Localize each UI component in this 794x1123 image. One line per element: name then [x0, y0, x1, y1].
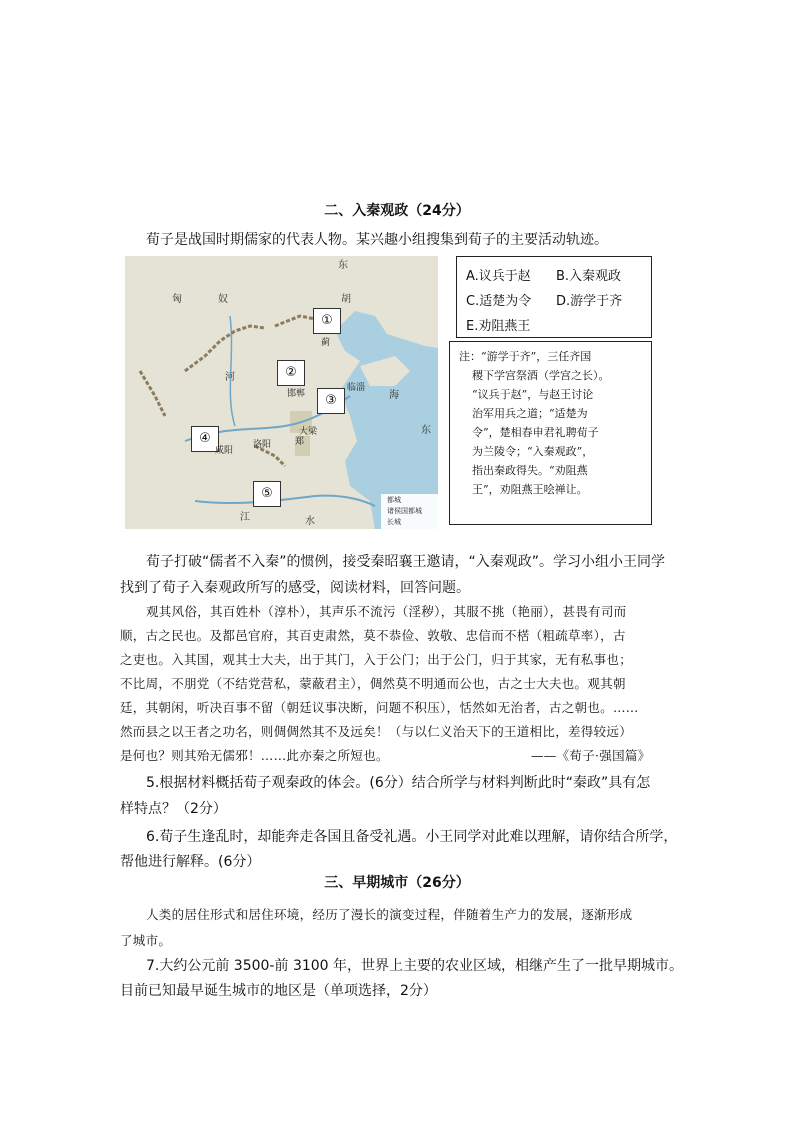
label-he: 河	[225, 372, 235, 383]
section-2-title: 二、入秦观政（24分）	[324, 203, 470, 219]
label-donghu-2: 胡	[341, 294, 351, 305]
option-b: B.入秦观政	[556, 269, 622, 284]
note-box	[449, 341, 652, 525]
legend-capital: 都城	[387, 496, 401, 504]
marker-5: ⑤	[253, 481, 281, 507]
note-line: 治军用兵之道；“适楚为	[472, 407, 588, 420]
note-line: “议兵于赵”，与赵王讨论	[472, 388, 594, 401]
activity-map	[125, 256, 438, 529]
legend-great-wall: 长城	[387, 518, 401, 526]
question-5-line-2: 样特点？（2分）	[120, 801, 227, 817]
marker-2: ②	[277, 360, 305, 386]
option-e: E.劝阻燕王	[466, 319, 531, 334]
note-line: 注：“游学于齐”，三任齐国	[459, 350, 592, 363]
label-handan: 邯郸	[287, 389, 306, 399]
note-line: 王”，劝阻燕王哙禅让。	[472, 483, 588, 496]
quote-line: 顺，古之民也。及都邑官府，其百吏肃然，莫不恭俭、敦敬、忠信而不楛（粗疏草率），古	[120, 628, 626, 643]
section-3-intro-line-1: 人类的居住形式和居住环境，经历了漫长的演变过程，伴随着生产力的发展，逐渐形成	[146, 907, 633, 922]
marker-1: ①	[313, 308, 341, 334]
label-linzi: 临淄	[347, 383, 366, 393]
note-line: 稷下学宫祭酒（学宫之长）。	[472, 369, 610, 382]
label-xiongnu-2: 奴	[218, 294, 228, 305]
question-6-line-1: 6.荀子生逢乱时，却能奔走各国且备受礼遇。小王同学对此难以理解，请你结合所学，	[146, 829, 678, 845]
marker-3: ③	[317, 388, 345, 414]
label-jiang: 江	[240, 512, 250, 523]
label-shui: 水	[305, 516, 315, 527]
option-d: D.游学于齐	[556, 294, 623, 309]
label-donghu-1: 东	[338, 260, 348, 271]
legend-state-capital: 诸侯国都城	[387, 507, 422, 515]
quote-line: 廷，其朝闲，听决百事不留（朝廷议事决断，问题不积压），恬然如无治者，古之朝也。……	[120, 700, 639, 715]
quote-line: 之吏也。入其国，观其士大夫，出于其门，入于公门；出于公门，归于其家，无有私事也；	[120, 652, 633, 667]
question-7-line-2: 目前已知最早诞生城市的地区是（单项选择，2分）	[120, 983, 437, 999]
label-dong: 东	[421, 425, 431, 436]
quote-source: ——《荀子·强国篇》	[531, 748, 651, 763]
marker-4: ④	[191, 426, 219, 452]
question-7-line-1: 7.大约公元前 3500-前 3100 年，世界上主要的农业区域，相继产生了一批早期城市。	[146, 958, 684, 974]
label-xianyang: 咸阳	[215, 446, 234, 456]
section-2-intro: 荀子是战国时期儒家的代表人物。某兴趣小组搜集到荀子的主要活动轨迹。	[146, 232, 608, 248]
passage-line-2: 找到了荀子入秦观政所写的感受，阅读材料，回答问题。	[120, 580, 470, 596]
note-line: 指出秦政得失。“劝阻燕	[472, 464, 588, 477]
label-ji: 蓟	[321, 338, 331, 348]
quote-line: 观其风俗，其百姓朴（淳朴），其声乐不流污（淫秽），其服不挑（艳丽），甚畏有司而	[146, 604, 627, 619]
label-daliang: 大梁	[299, 427, 318, 437]
note-line: 令”，楚相春申君礼聘荀子	[472, 426, 599, 439]
label-hai: 海	[389, 390, 399, 401]
section-3-title: 三、早期城市（26分）	[324, 875, 470, 891]
label-luoyang: 洛阳	[253, 440, 272, 450]
section-3-intro-line-2: 了城市。	[120, 933, 172, 948]
option-a: A.议兵于赵	[466, 269, 531, 284]
options-box	[456, 256, 652, 338]
quote-line: 是何也？则其殆无儒邪！……此亦秦之所短也。	[120, 748, 389, 763]
quote-line: 不比周，不朋党（不结党营私，蒙蔽君主），倜然莫不明通而公也，古之士大夫也。观其朝	[120, 676, 626, 691]
label-zheng: 郑	[295, 437, 305, 447]
quote-line: 然而县之以王者之功名，则倜倜然其不及远矣！（与以仁义治天下的王道相比，差得较远）	[120, 724, 633, 739]
question-5-line-1: 5.根据材料概括荀子观秦政的体会。(6分）结合所学与材料判断此时“秦政”具有怎	[146, 775, 651, 791]
label-xiongnu-1: 匈	[172, 294, 182, 305]
note-line: 为兰陵令；“入秦观政”，	[472, 445, 594, 458]
passage-line-1: 荀子打破“儒者不入秦”的惯例，接受秦昭襄王邀请，“入秦观政”。学习小组小王同学	[146, 554, 666, 570]
question-6-line-2: 帮他进行解释。(6分）	[120, 854, 261, 870]
option-c: C.适楚为令	[466, 294, 532, 309]
